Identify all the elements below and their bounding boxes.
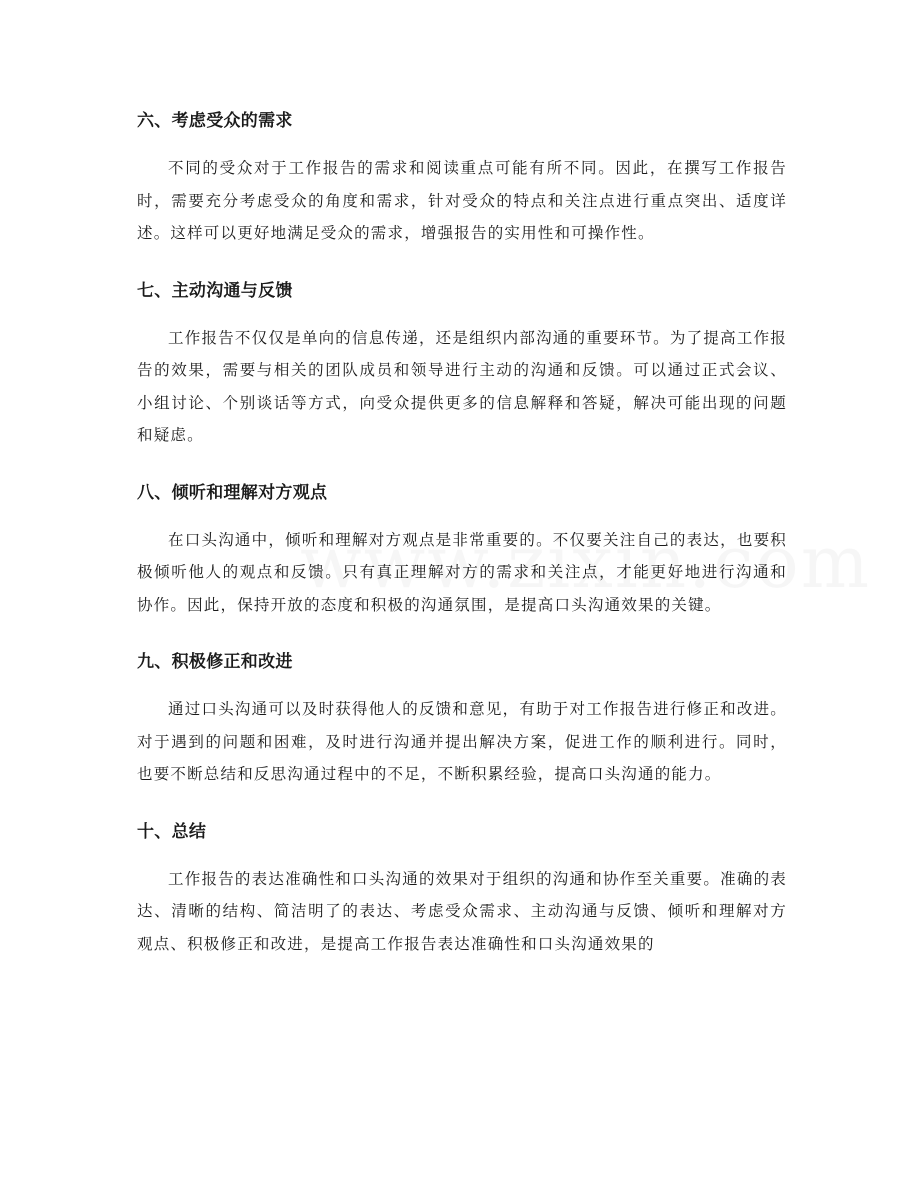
document-page (137, 104, 787, 984)
section-heading: 八、倾听和理解对方观点 (137, 482, 328, 503)
section-paragraph: 在口头沟通中，倾听和理解对方观点是非常重要的。不仅要关注自己的表达，也要积极倾听他人的观点和反馈。只有真正理解对方的需求和关注点，才能更好地进行沟通和协作。因此，保持开放的态度和积极的沟通氛围，是提高口头沟通效果的关键。 (137, 530, 787, 614)
section-heading: 十、总结 (137, 821, 207, 842)
section-nine (137, 645, 787, 791)
section-paragraph: 通过口头沟通可以及时获得他人的反馈和意见，有助于对工作报告进行修正和改进。对于遇到的问题和困难，及时进行沟通并提出解决方案，促进工作的顺利进行。同时，也要不断总结和反思沟通过程中的不足，不断积累经验，提高口头沟通的能力。 (137, 700, 787, 783)
section-heading: 九、积极修正和改进 (137, 652, 293, 672)
section-paragraph: 不同的受众对于工作报告的需求和阅读重点可能有所不同。因此，在撰写工作报告时，需要充分考虑受众的角度和需求，针对受众的特点和关注点进行重点突出、适度详述。这样可以更好地满足受众的需求，增强报告的实用性和可操作性。 (137, 159, 787, 242)
section-heading: 七、主动沟通与反馈 (137, 280, 293, 301)
section-heading: 六、考虑受众的需求 (137, 111, 293, 131)
section-seven (137, 274, 787, 452)
section-ten (137, 815, 787, 961)
section-eight (137, 476, 787, 622)
section-paragraph: 工作报告的表达准确性和口头沟通的效果对于组织的沟通和协作至关重要。准确的表达、清晰的结构、简洁明了的表达、考虑受众需求、主动沟通与反馈、倾听和理解对方观点、积极修正和改进，是提高工作报告表达准确性和口头沟通效果的 (137, 869, 787, 953)
section-six (137, 104, 787, 250)
section-paragraph: 工作报告不仅仅是单向的信息传递，还是组织内部沟通的重要环节。为了提高工作报告的效果，需要与相关的团队成员和领导进行主动的沟通和反馈。可以通过正式会议、小组讨论、个别谈话等方式，向受众提供更多的信息解释和答疑，解决可能出现的问题和疑虑。 (137, 328, 787, 444)
